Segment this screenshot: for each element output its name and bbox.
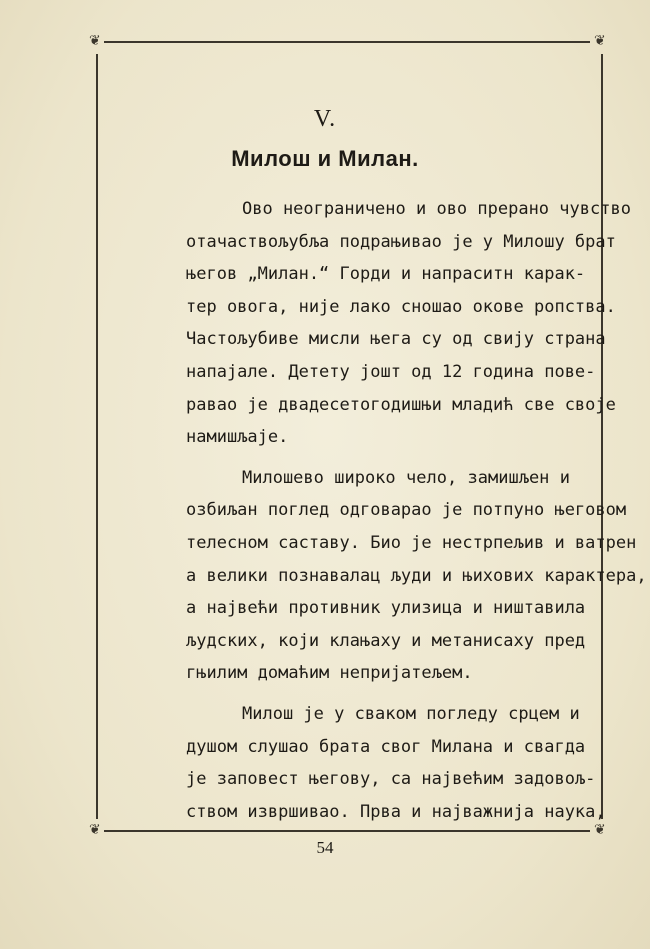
- text-line: намишљаје.: [186, 427, 289, 448]
- text-line: душом слушао брата свог Милана и свагда: [186, 736, 586, 757]
- text-line: озбиљан поглед одговарао је потпуно његовом: [186, 500, 627, 521]
- corner-ornament-bottom-left-icon: ❦: [89, 822, 101, 838]
- corner-ornament-bottom-right-icon: ❦: [594, 822, 606, 838]
- text-line: гњилим домаћим непријатељем.: [186, 663, 473, 684]
- page-number: 54: [316, 838, 334, 857]
- text-line: његов „Милан.“ Горди и напраситн карак-: [186, 264, 586, 285]
- text-line: Милошево широко чело, замишљен и: [242, 467, 570, 488]
- text-line: је заповест његову, са највећим задовољ-: [186, 769, 596, 790]
- text-line: отачаствољубља подрањивао је у Милошу брат: [186, 231, 616, 252]
- text-line: равао је двадесетогодишњи младић све своје: [186, 394, 616, 415]
- chapter-title: Милош и Милан.: [231, 146, 419, 171]
- text-line: а највећи противник улизица и ништавила: [186, 598, 586, 619]
- text-line: тер овога, није лако сношао окове ропства.: [186, 296, 616, 317]
- body-text: [130, 193, 647, 836]
- paragraph-3: [130, 698, 606, 828]
- text-line: људских, који клањаху и метанисаху пред: [186, 630, 586, 651]
- corner-ornament-top-left-icon: ❦: [89, 33, 101, 49]
- text-line: а велики познавалац људи и њихових карактера,: [186, 565, 647, 586]
- text-line: ством извршивао. Прва и најважнија наука,: [186, 801, 606, 822]
- text-line: Милош је у сваком погледу срцем и: [242, 703, 580, 724]
- chapter-number: V.: [313, 106, 337, 132]
- text-line: напајале. Детету јошт од 12 година пове-: [186, 361, 596, 382]
- paragraph-1: [130, 193, 631, 454]
- frame-top-rule: [104, 41, 590, 43]
- text-line: телесном саставу. Био је нестрпељив и ватрен: [186, 532, 637, 553]
- paragraph-2: [130, 462, 647, 690]
- corner-ornament-top-right-icon: ❦: [594, 33, 606, 49]
- text-line: Ово неограничено и ово прерано чувство: [242, 199, 631, 219]
- text-line: Частољубиве мисли њега су од свију страна: [186, 329, 606, 350]
